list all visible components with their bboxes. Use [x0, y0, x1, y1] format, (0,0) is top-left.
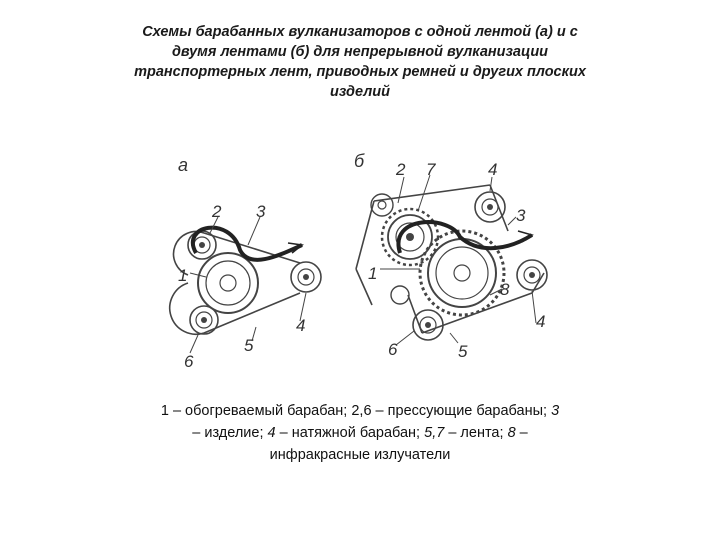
caption-num-2: 2,6: [351, 403, 372, 419]
caption-text-4: – натяжной барабан;: [275, 425, 425, 441]
scheme-b-drum-top-left: [371, 194, 393, 216]
caption-num-6: 8: [507, 425, 516, 441]
scheme-b-label-4-bottom: 4: [536, 312, 546, 331]
caption-num-1: 1: [160, 403, 169, 419]
scheme-b-label-2: 2: [396, 160, 406, 179]
scheme-b-label-6: 6: [388, 340, 398, 359]
caption-num-3: 3: [551, 403, 560, 419]
caption-text-3: – изделие;: [192, 425, 268, 441]
scheme-a-label-4: 4: [296, 316, 306, 335]
caption-text-6: – инфракрасные излучатели: [269, 425, 528, 463]
scheme-a-panel-label: а: [178, 155, 189, 175]
scheme-b: [354, 151, 547, 361]
scheme-a-label-5: 5: [244, 336, 254, 355]
scheme-b-label-1: 1: [368, 264, 378, 283]
caption-text-2: – прессующие барабаны;: [371, 403, 552, 419]
vulcanizer-schemes-figure: [160, 145, 580, 385]
caption-text-1: – обогреваемый барабан;: [168, 403, 352, 419]
scheme-a-label-1: 1: [178, 266, 188, 285]
scheme-a-label-6: 6: [184, 352, 194, 371]
scheme-b-label-8: 8: [500, 280, 510, 299]
scheme-a-heated-drum: [198, 253, 258, 313]
scheme-b-drum-left: [391, 286, 409, 304]
scheme-b-label-4-top: 4: [488, 160, 498, 179]
caption-num-4: 4: [267, 425, 276, 441]
figure-caption: [160, 400, 560, 466]
scheme-b-label-5: 5: [458, 342, 468, 361]
scheme-b-ir-emitters: [420, 231, 504, 315]
caption-text-5: – лента;: [444, 425, 508, 441]
scheme-b-label-3: 3: [516, 206, 526, 225]
caption-num-5: 5,7: [424, 425, 445, 441]
scheme-b-label-7: 7: [426, 160, 436, 179]
scheme-a: [170, 155, 321, 371]
scheme-a-label-3: 3: [256, 202, 266, 221]
scheme-b-panel-label: б: [354, 151, 365, 171]
scheme-a-label-2: 2: [212, 202, 222, 221]
slide-title: Схемы барабанных вулканизаторов с одной лентой (а) и с двумя лентами (б) для непрерывной вулканизации транспортерных лент, приводных ремней и других плоских изделий: [134, 24, 586, 100]
